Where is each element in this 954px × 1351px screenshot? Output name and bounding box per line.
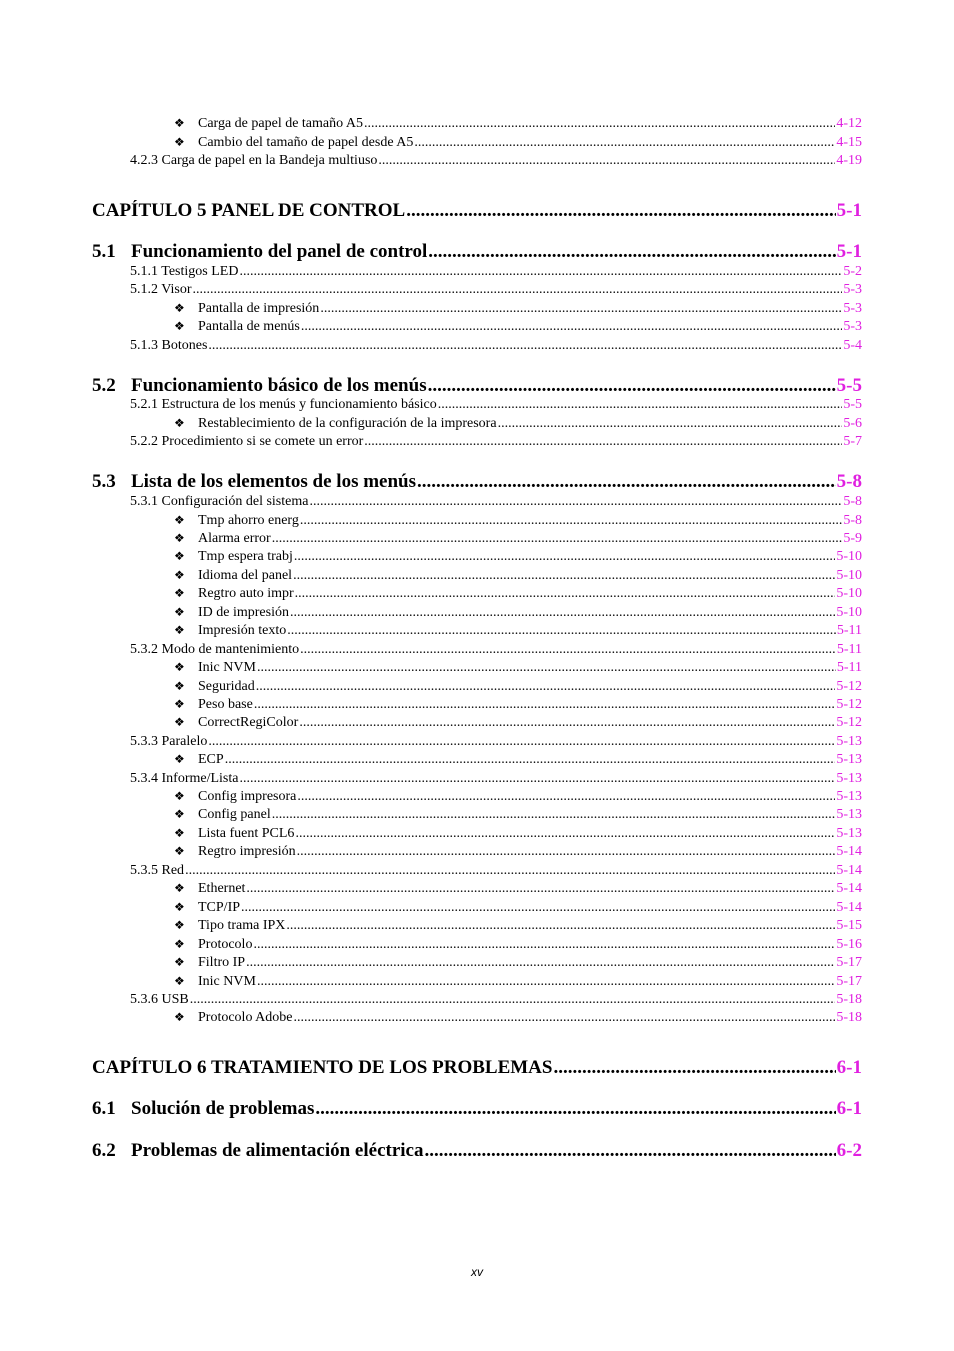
- toc-entry-label: Tipo trama IPX: [198, 918, 286, 933]
- toc-entry-label: 5.1.1 Testigos LED: [130, 264, 239, 279]
- toc-page-number-link[interactable]: 5-1: [836, 241, 862, 262]
- toc-entry-item[interactable]: [174, 807, 862, 823]
- toc-page-number-link[interactable]: 5-3: [843, 301, 862, 316]
- toc-page-number-link[interactable]: 5-13: [836, 734, 862, 749]
- toc-entry-label: 5.1.3 Botones: [130, 338, 208, 353]
- four-diamond-bullet-icon: ❖: [174, 135, 185, 149]
- toc-entry-item[interactable]: [174, 586, 862, 602]
- four-diamond-bullet-icon: ❖: [174, 807, 185, 821]
- toc-entry-label: 5.3.2 Modo de mantenimiento: [130, 642, 300, 657]
- dot-leader: [239, 264, 842, 280]
- toc-entry-item[interactable]: [174, 116, 862, 132]
- toc-entry-item[interactable]: [174, 974, 862, 990]
- toc-page-number-link[interactable]: 5-7: [843, 434, 862, 449]
- four-diamond-bullet-icon: ❖: [174, 319, 185, 333]
- toc-entry-item[interactable]: [174, 752, 862, 768]
- toc-entry-sub[interactable]: [130, 282, 862, 298]
- toc-page-number-link[interactable]: 5-3: [843, 319, 862, 334]
- toc-entry-item[interactable]: [174, 881, 862, 897]
- toc-page-number-link[interactable]: 6-1: [836, 1057, 862, 1078]
- toc-page-number-link[interactable]: 5-13: [836, 826, 862, 841]
- four-diamond-bullet-icon: ❖: [174, 974, 185, 988]
- four-diamond-bullet-icon: ❖: [174, 789, 185, 803]
- toc-entry-label: Idioma del panel: [198, 568, 293, 583]
- toc-entry-label: TCP/IP: [198, 900, 241, 915]
- toc-entry-label: Tmp ahorro energ: [198, 513, 299, 528]
- toc-page-number-link[interactable]: 5-5: [843, 397, 862, 412]
- four-diamond-bullet-icon: ❖: [174, 623, 185, 637]
- toc-entry-label: Inic NVM: [198, 974, 256, 989]
- toc-page-number-link[interactable]: 5-8: [836, 471, 862, 492]
- toc-entry-item[interactable]: [174, 549, 862, 565]
- four-diamond-bullet-icon: ❖: [174, 116, 185, 130]
- toc-entry-sub[interactable]: [130, 397, 862, 413]
- four-diamond-bullet-icon: ❖: [174, 697, 185, 711]
- section-number: 5.1: [92, 241, 116, 262]
- toc-entry-label: 5.2.2 Procedimiento si se comete un error: [130, 434, 364, 449]
- toc-entry-section[interactable]: [92, 1140, 862, 1162]
- toc-entry-sub[interactable]: [130, 863, 862, 879]
- four-diamond-bullet-icon: ❖: [174, 513, 185, 527]
- four-diamond-bullet-icon: ❖: [174, 660, 185, 674]
- toc-entry-item[interactable]: [174, 513, 862, 529]
- toc-entry-label: 5.2.1 Estructura de los menús y funcionamiento básico: [130, 397, 437, 412]
- toc-entry-item[interactable]: [174, 568, 862, 584]
- toc-entry-label: CorrectRegiColor: [198, 715, 299, 730]
- toc-entry-sub[interactable]: [130, 338, 862, 354]
- toc-page-number-link[interactable]: 5-15: [836, 918, 862, 933]
- toc-entry-label: ID de impresión: [198, 605, 289, 620]
- toc-entry-label: Impresión texto: [198, 623, 287, 638]
- four-diamond-bullet-icon: ❖: [174, 752, 185, 766]
- toc-entry-item[interactable]: [174, 1010, 862, 1026]
- dot-leader: [290, 605, 835, 621]
- toc-entry-label: Funcionamiento básico de los menús: [131, 375, 427, 396]
- toc-entry-item[interactable]: [174, 319, 862, 335]
- toc-page-number-link[interactable]: 5-10: [836, 605, 862, 620]
- four-diamond-bullet-icon: ❖: [174, 549, 185, 563]
- four-diamond-bullet-icon: ❖: [174, 955, 185, 969]
- four-diamond-bullet-icon: ❖: [174, 715, 185, 729]
- four-diamond-bullet-icon: ❖: [174, 826, 185, 840]
- toc-page-number-link[interactable]: 5-11: [836, 642, 862, 657]
- section-number: 5.2: [92, 375, 116, 396]
- toc-entry-item[interactable]: [174, 623, 862, 639]
- toc-page-number-link[interactable]: 5-13: [836, 789, 862, 804]
- toc-page-number-link[interactable]: 5-8: [843, 494, 862, 509]
- four-diamond-bullet-icon: ❖: [174, 416, 185, 430]
- toc-entry-label: 5.3.1 Configuración del sistema: [130, 494, 309, 509]
- toc-entry-label: 5.3.4 Informe/Lista: [130, 771, 239, 786]
- dot-leader: [225, 752, 836, 768]
- four-diamond-bullet-icon: ❖: [174, 881, 185, 895]
- toc-page-number-link[interactable]: 5-12: [836, 715, 862, 730]
- toc-entry-label: Carga de papel de tamaño A5: [198, 116, 363, 131]
- toc-page-number-link[interactable]: 5-16: [836, 937, 862, 952]
- toc-entry-label: Problemas de alimentación eléctrica: [131, 1140, 424, 1161]
- four-diamond-bullet-icon: ❖: [174, 531, 185, 545]
- toc-entry-label: Lista de los elementos de los menús: [131, 471, 416, 492]
- toc-entry-item[interactable]: [174, 679, 862, 695]
- toc-entry-label: 5.3.6 USB: [130, 992, 189, 1007]
- dot-leader: [300, 642, 836, 658]
- dot-leader: [272, 531, 843, 547]
- toc-entry-item[interactable]: [174, 660, 862, 676]
- four-diamond-bullet-icon: ❖: [174, 900, 185, 914]
- dot-leader: [414, 135, 835, 151]
- dot-leader: [256, 679, 836, 695]
- toc-entry-section[interactable]: [92, 241, 862, 263]
- toc-page-number-link[interactable]: 5-8: [843, 513, 862, 528]
- toc-entry-label: 5.3.5 Red: [130, 863, 185, 878]
- dot-leader: [257, 660, 836, 676]
- four-diamond-bullet-icon: ❖: [174, 918, 185, 932]
- toc-entry-sub[interactable]: [130, 264, 862, 280]
- toc-entry-label: Filtro IP: [198, 955, 246, 970]
- toc-entry-item[interactable]: [174, 900, 862, 916]
- toc-page-number-link[interactable]: 5-18: [836, 1010, 862, 1025]
- toc-entry-section[interactable]: [92, 1098, 862, 1120]
- dot-leader: [300, 513, 843, 529]
- toc-entry-sub[interactable]: [130, 153, 862, 169]
- section-number: 5.3: [92, 471, 116, 492]
- dot-leader: [241, 900, 835, 916]
- toc-entry-item[interactable]: [174, 416, 862, 432]
- toc-entry-item[interactable]: [174, 789, 862, 805]
- dot-leader: [297, 844, 836, 860]
- toc-page-number-link[interactable]: 5-13: [836, 771, 862, 786]
- toc-entry-label: Ethernet: [198, 881, 246, 896]
- toc-page-number-link[interactable]: 5-11: [836, 660, 862, 675]
- toc-entry-label: Regtro impresión: [198, 844, 296, 859]
- page-number-footer: xv: [471, 1265, 483, 1279]
- toc-entry-item[interactable]: [174, 697, 862, 713]
- toc-page-number-link[interactable]: 5-3: [843, 282, 862, 297]
- toc-entry-label: Config panel: [198, 807, 271, 822]
- toc-page-number-link[interactable]: 5-14: [836, 900, 862, 915]
- toc-page-number-link[interactable]: 5-12: [836, 697, 862, 712]
- dot-leader: [253, 937, 835, 953]
- section-number: 6.1: [92, 1098, 116, 1119]
- toc-entry-item[interactable]: [174, 531, 862, 547]
- dot-leader: [295, 586, 836, 602]
- toc-entry-label: 5.1.2 Visor: [130, 282, 192, 297]
- dot-leader: [297, 789, 835, 805]
- dot-leader: [272, 807, 836, 823]
- dot-leader: [553, 1057, 835, 1079]
- toc-page-number-link[interactable]: 5-13: [836, 752, 862, 767]
- toc-page-number-link[interactable]: 5-17: [836, 955, 862, 970]
- dot-leader: [295, 826, 835, 842]
- four-diamond-bullet-icon: ❖: [174, 301, 185, 315]
- dot-leader: [239, 771, 835, 787]
- toc-entry-label: CAPÍTULO 5 PANEL DE CONTROL: [92, 200, 406, 221]
- toc-page-number-link[interactable]: 5-12: [836, 679, 862, 694]
- four-diamond-bullet-icon: ❖: [174, 586, 185, 600]
- dot-leader: [287, 623, 836, 639]
- toc-entry-sub[interactable]: [130, 771, 862, 787]
- toc-entry-label: Tmp espera trabj: [198, 549, 293, 564]
- toc-page-number-link[interactable]: 5-1: [836, 200, 862, 221]
- toc-entry-label: Lista fuent PCL6: [198, 826, 295, 841]
- toc-entry-sub[interactable]: [130, 642, 862, 658]
- toc-page-number-link[interactable]: 5-10: [836, 586, 862, 601]
- toc-entry-label: ECP: [198, 752, 224, 767]
- dot-leader: [364, 434, 842, 450]
- toc-page-number-link[interactable]: 5-10: [836, 568, 862, 583]
- dot-leader: [320, 301, 842, 317]
- dot-leader: [286, 918, 835, 934]
- toc-entry-sub[interactable]: [130, 494, 862, 510]
- toc-entry-section[interactable]: [92, 471, 862, 493]
- dot-leader: [257, 974, 835, 990]
- toc-page-number-link[interactable]: 5-2: [843, 264, 862, 279]
- toc-entry-label: Pantalla de menús: [198, 319, 300, 334]
- toc-page-number-link[interactable]: 5-5: [836, 375, 862, 396]
- toc-entry-item[interactable]: [174, 301, 862, 317]
- toc-entry-label: Solución de problemas: [131, 1098, 315, 1119]
- toc-entry-label: Alarma error: [198, 531, 271, 546]
- dot-leader: [498, 416, 843, 432]
- toc-entry-item[interactable]: [174, 937, 862, 953]
- toc-page-number-link[interactable]: 5-4: [843, 338, 862, 353]
- toc-page-number-link[interactable]: 4-15: [836, 135, 862, 150]
- toc-entry-label: Funcionamiento del panel de control: [131, 241, 428, 262]
- dot-leader: [190, 992, 836, 1008]
- toc-entry-section[interactable]: [92, 375, 862, 397]
- toc-entry-label: Pantalla de impresión: [198, 301, 320, 316]
- dot-leader: [417, 471, 836, 493]
- toc-entry-label: Peso base: [198, 697, 253, 712]
- four-diamond-bullet-icon: ❖: [174, 1010, 185, 1024]
- toc-entry-item[interactable]: [174, 135, 862, 151]
- dot-leader: [246, 955, 835, 971]
- toc-entry-item[interactable]: [174, 715, 862, 731]
- dot-leader: [246, 881, 835, 897]
- dot-leader: [293, 568, 835, 584]
- toc-entry-label: Seguridad: [198, 679, 255, 694]
- dot-leader: [294, 549, 835, 565]
- toc-page-number-link[interactable]: 5-14: [836, 863, 862, 878]
- dot-leader: [299, 715, 835, 731]
- toc-entry-item[interactable]: [174, 605, 862, 621]
- four-diamond-bullet-icon: ❖: [174, 844, 185, 858]
- toc-entry-item[interactable]: [174, 918, 862, 934]
- four-diamond-bullet-icon: ❖: [174, 605, 185, 619]
- toc-entry-label: 5.3.3 Paralelo: [130, 734, 208, 749]
- toc-entry-sub[interactable]: [130, 434, 862, 450]
- dot-leader: [425, 1140, 836, 1162]
- toc-entry-label: Protocolo: [198, 937, 253, 952]
- section-number: 6.2: [92, 1140, 116, 1161]
- toc-page-number-link[interactable]: 5-6: [843, 416, 862, 431]
- toc-entry-label: Inic NVM: [198, 660, 256, 675]
- toc-page-number-link[interactable]: 4-19: [836, 153, 862, 168]
- toc-page-number-link[interactable]: 4-12: [836, 116, 862, 131]
- toc-page-number-link[interactable]: 5-13: [836, 807, 862, 822]
- toc-entry-item[interactable]: [174, 826, 862, 842]
- toc-entry-item[interactable]: [174, 955, 862, 971]
- dot-leader: [208, 338, 842, 354]
- toc-page-number-link[interactable]: 6-2: [836, 1140, 862, 1161]
- four-diamond-bullet-icon: ❖: [174, 679, 185, 693]
- dot-leader: [315, 1098, 835, 1120]
- toc-entry-label: Cambio del tamaño de papel desde A5: [198, 135, 414, 150]
- toc-page-number-link[interactable]: 5-14: [836, 881, 862, 896]
- toc-page-number-link[interactable]: 6-1: [836, 1098, 862, 1119]
- toc-entry-label: Restablecimiento de la configuración de la impresora: [198, 416, 497, 431]
- toc-entry-label: Config impresora: [198, 789, 297, 804]
- four-diamond-bullet-icon: ❖: [174, 568, 185, 582]
- toc-entry-label: 4.2.3 Carga de papel en la Bandeja multiuso: [130, 153, 378, 168]
- toc-page-number-link[interactable]: 5-18: [836, 992, 862, 1007]
- dot-leader: [378, 153, 835, 169]
- dot-leader: [193, 282, 843, 298]
- dot-leader: [185, 863, 835, 879]
- dot-leader: [294, 1010, 836, 1026]
- toc-page-number-link[interactable]: 5-11: [836, 623, 862, 638]
- dot-leader: [364, 116, 835, 132]
- dot-leader: [406, 200, 835, 222]
- dot-leader: [438, 397, 843, 413]
- toc-entry-label: CAPÍTULO 6 TRATAMIENTO DE LOS PROBLEMAS: [92, 1057, 553, 1078]
- four-diamond-bullet-icon: ❖: [174, 937, 185, 951]
- dot-leader: [428, 375, 836, 397]
- dot-leader: [208, 734, 835, 750]
- toc-page-number-link[interactable]: 5-10: [836, 549, 862, 564]
- toc-entry-label: Protocolo Adobe: [198, 1010, 293, 1025]
- toc-page-number-link[interactable]: 5-9: [843, 531, 862, 546]
- toc-entry-item[interactable]: [174, 844, 862, 860]
- toc-entry-label: Regtro auto impr: [198, 586, 294, 601]
- toc-page-number-link[interactable]: 5-14: [836, 844, 862, 859]
- dot-leader: [428, 241, 835, 263]
- dot-leader: [309, 494, 842, 510]
- toc-entry-sub[interactable]: [130, 734, 862, 750]
- dot-leader: [301, 319, 842, 335]
- toc-entry-chapter[interactable]: [92, 200, 862, 222]
- dot-leader: [254, 697, 836, 713]
- toc-entry-chapter[interactable]: [92, 1057, 862, 1079]
- toc-page-number-link[interactable]: 5-17: [836, 974, 862, 989]
- toc-entry-sub[interactable]: [130, 992, 862, 1008]
